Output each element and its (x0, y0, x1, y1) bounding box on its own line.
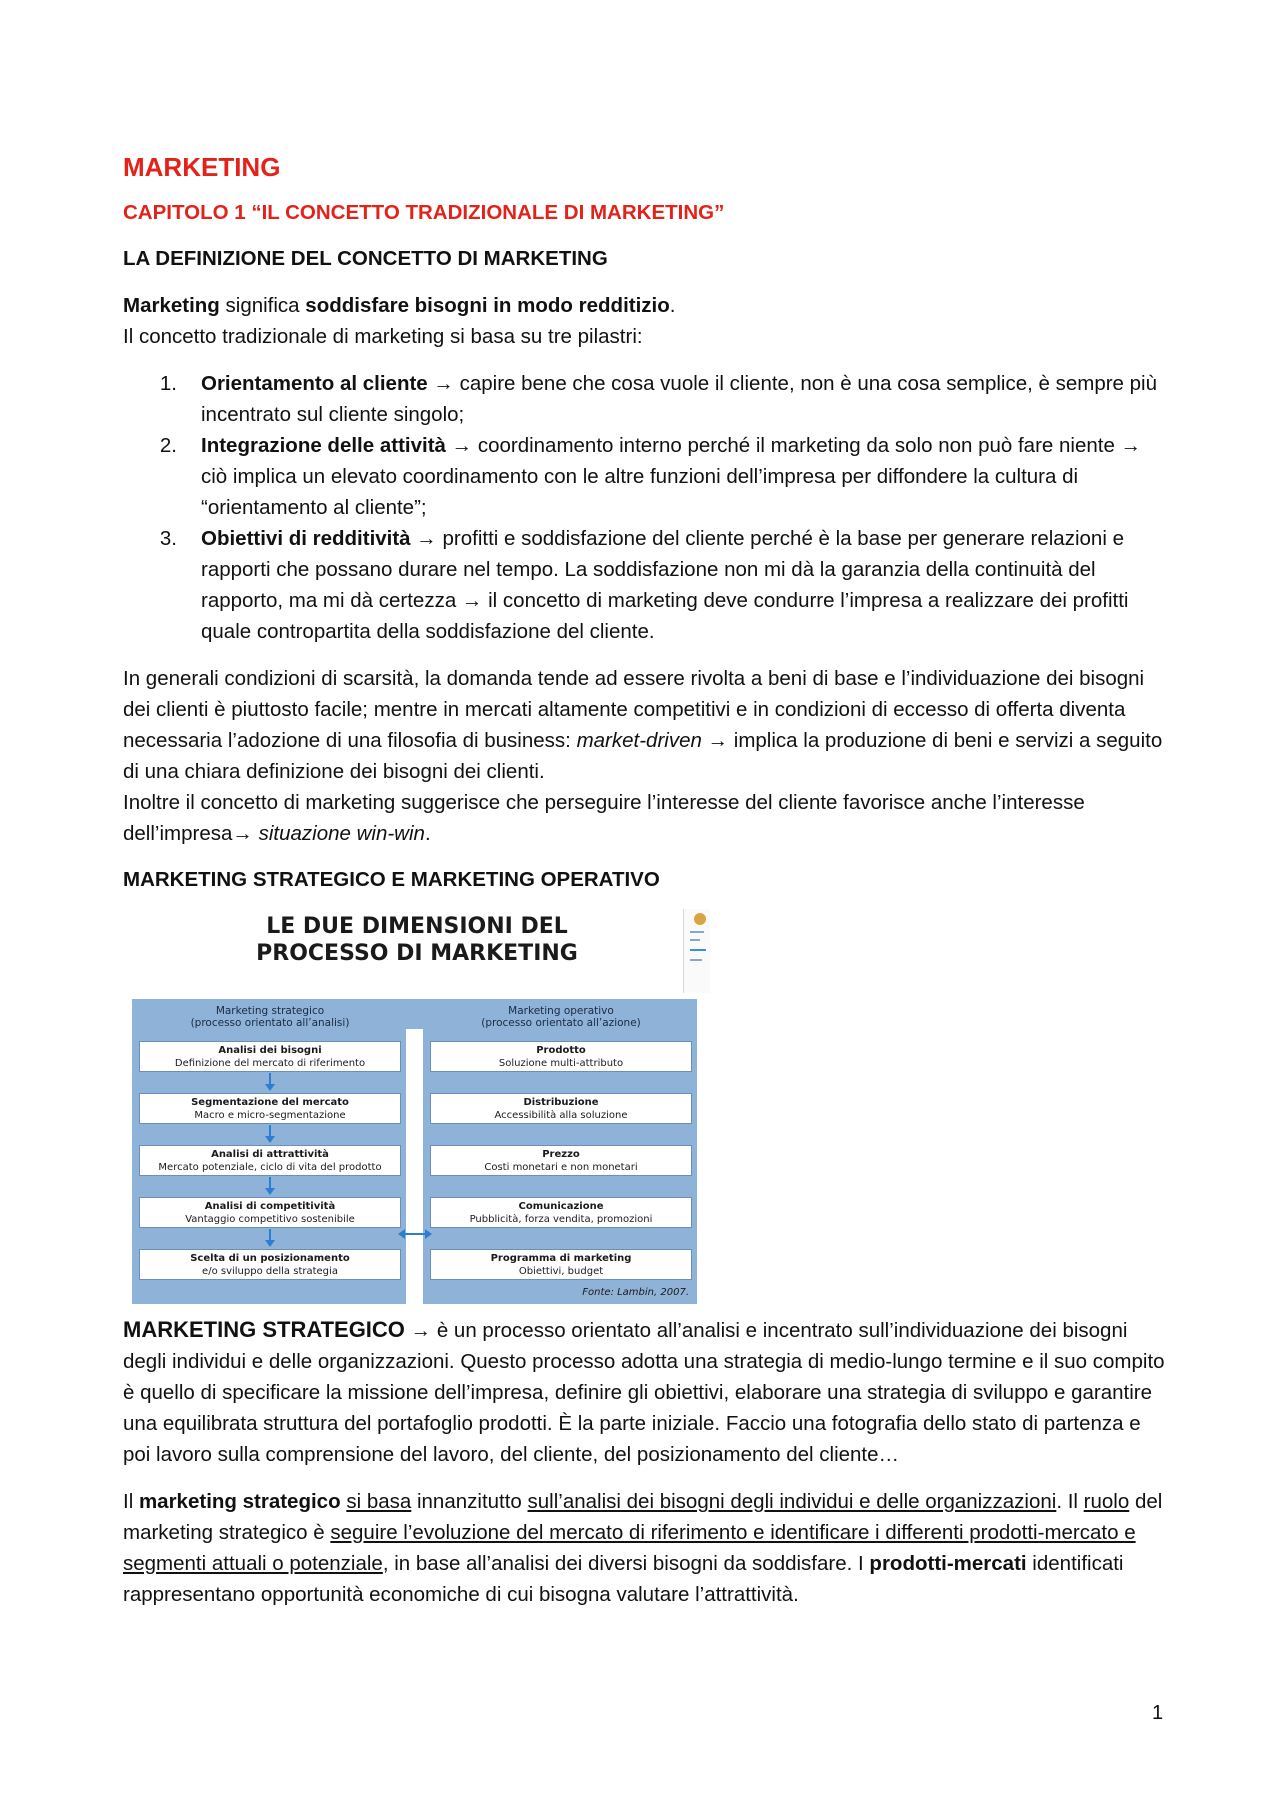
decorative-line (690, 959, 702, 961)
para-text: implica la produzione di beni e servizi a seguito di una chiara definizione dei bisogni dei clienti. (123, 729, 1163, 783)
pillar-bold: Orientamento al cliente (201, 372, 428, 395)
paragraph-market-driven (123, 663, 1168, 849)
arrow-icon: → (232, 822, 253, 845)
figure-title (132, 909, 702, 999)
logo-icon (694, 913, 706, 925)
process-box (430, 1041, 692, 1072)
box-title: Segmentazione del mercato (191, 1097, 349, 1108)
pillar-bold: Integrazione delle attività (201, 434, 446, 457)
column-header (139, 1005, 401, 1041)
process-box (430, 1249, 692, 1280)
page-number: 1 (1152, 1702, 1164, 1724)
list-item (123, 523, 1168, 647)
down-arrow-icon (139, 1228, 401, 1249)
para-text: , in base all’analisi dei diversi bisogni da soddisfare. I (382, 1552, 870, 1575)
book-cover-thumbnail (683, 909, 710, 993)
para-italic: market-driven (576, 729, 702, 752)
list-number: 2. (159, 434, 177, 457)
box-subtitle: Accessibilità alla soluzione (494, 1110, 628, 1121)
paragraph-strategic-role (123, 1486, 1168, 1610)
figure-source: Fonte: Lambin, 2007. (582, 1287, 689, 1298)
document-title: MARKETING (123, 152, 281, 182)
para-text: . Il (1056, 1490, 1084, 1513)
box-subtitle: Mercato potenziale, ciclo di vita del prodotto (158, 1162, 382, 1173)
pillar-text: il concetto di marketing deve condurre l’impresa a realizzare dei profitti quale contropartita della soddisfazione del cliente. (201, 589, 1129, 643)
down-arrow-icon (139, 1124, 401, 1145)
list-number: 3. (159, 527, 177, 550)
arrow-icon: → (410, 1319, 432, 1342)
process-box (139, 1197, 401, 1228)
box-title: Programma di marketing (490, 1253, 632, 1264)
box-title: Comunicazione (518, 1201, 604, 1212)
box-title: Prodotto (536, 1045, 586, 1056)
para-text: . (424, 822, 431, 845)
decorative-line (690, 931, 704, 933)
intro-text-1: significa (219, 294, 306, 317)
operative-column (430, 1005, 692, 1280)
paragraph-strategic-marketing (123, 1314, 1168, 1470)
para-text: Il (123, 1490, 139, 1513)
para-text: del marketing strategico è (123, 1490, 1163, 1544)
intro-bold-marketing: Marketing (123, 294, 220, 317)
intro-bold-definition: soddisfare bisogni in modo redditizio (305, 294, 670, 317)
para-italic: situazione win-win (258, 822, 425, 845)
box-title: Analisi di attrattività (211, 1149, 329, 1160)
list-text (201, 523, 1168, 647)
box-subtitle: Vantaggio competitivo sostenibile (185, 1214, 355, 1225)
figure-title-line: PROCESSO DI MARKETING (256, 941, 578, 966)
para-underline: si basa (346, 1490, 412, 1513)
list-item (123, 368, 1168, 430)
column-header-title: Marketing operativo (508, 1005, 614, 1017)
box-subtitle: Pubblicità, forza vendita, promozioni (469, 1214, 653, 1225)
box-subtitle: e/o sviluppo della strategia (202, 1266, 338, 1277)
decorative-line (690, 949, 706, 951)
box-title: Analisi di competitività (204, 1201, 336, 1212)
arrow-icon: → (433, 372, 454, 395)
down-arrow-icon (139, 1176, 401, 1197)
arrow-icon: → (1120, 434, 1142, 457)
para-underline: ruolo (1083, 1490, 1130, 1513)
pillar-bold: Obiettivi di redditività (201, 527, 411, 550)
para-underline: seguire l’evoluzione del mercato di riferimento e identificare i differenti prodotti-mercato e segmenti attuali o potenziale (123, 1521, 1136, 1575)
strategic-column (139, 1005, 401, 1280)
para-text: Inoltre il concetto di marketing suggerisce che perseguire l’interesse del cliente favorisce anche l’interesse dell’impresa (123, 791, 1085, 845)
list-text (201, 368, 1168, 430)
para-bold: marketing strategico (138, 1490, 341, 1513)
para-bold: MARKETING STRATEGICO (123, 1317, 405, 1342)
down-arrow-icon (139, 1072, 401, 1093)
para-text: innanzitutto (411, 1490, 528, 1513)
pillar-text: capire bene che cosa vuole il cliente, non è una cosa semplice, è sempre più incentrato sul cliente singolo; (201, 372, 1158, 426)
box-title: Prezzo (542, 1149, 580, 1160)
section-title-definition: LA DEFINIZIONE DEL CONCETTO DI MARKETING (123, 247, 608, 270)
list-text (201, 430, 1168, 523)
box-subtitle: Costi monetari e non monetari (484, 1162, 638, 1173)
decorative-line (690, 939, 700, 941)
column-header-subtitle: (processo orientato all’azione) (481, 1017, 641, 1029)
process-box (430, 1145, 692, 1176)
figure-title-line: LE DUE DIMENSIONI DEL (266, 914, 568, 939)
process-box (139, 1249, 401, 1280)
box-title: Scelta di un posizionamento (190, 1253, 350, 1264)
intro-line-2: Il concetto tradizionale di marketing si basa su tre pilastri: (123, 325, 643, 348)
section-title-strategic-operative: MARKETING STRATEGICO E MARKETING OPERATIVO (123, 868, 660, 891)
arrow-icon: → (451, 434, 473, 457)
chapter-title: CAPITOLO 1 “IL CONCETTO TRADIZIONALE DI MARKETING” (123, 201, 725, 224)
figure-divider (406, 1029, 423, 1304)
list-item (123, 430, 1168, 523)
process-box (430, 1197, 692, 1228)
pillar-text: coordinamento interno perché il marketing da solo non può fare niente (472, 434, 1121, 457)
intro-paragraph (123, 290, 1168, 352)
box-title: Analisi dei bisogni (218, 1045, 322, 1056)
process-box (139, 1145, 401, 1176)
process-box (139, 1041, 401, 1072)
para-underline: sull’analisi dei bisogni degli individui e delle organizzazioni (527, 1490, 1057, 1513)
box-subtitle: Obiettivi, budget (518, 1266, 604, 1277)
double-arrow-icon (400, 1233, 430, 1235)
box-subtitle: Macro e micro-segmentazione (194, 1110, 346, 1121)
arrow-icon: → (416, 527, 437, 550)
intro-text-2: . (669, 294, 676, 317)
para-bold: prodotti-mercati (869, 1552, 1027, 1575)
pillar-text: ciò implica un elevato coordinamento con le altre funzioni dell’impresa per diffondere la cultura di “orientamento al cliente”; (201, 465, 1079, 519)
process-box (430, 1093, 692, 1124)
box-subtitle: Definizione del mercato di riferimento (174, 1058, 366, 1069)
arrow-icon: → (461, 589, 483, 612)
pillar-text: profitti e soddisfazione del cliente perché è la base per generare relazioni e rapporti che possano durare nel tempo. La soddisfazione non mi dà la garanzia della continuità del rapporto, ma mi dà certezza (201, 527, 1124, 612)
list-number: 1. (159, 372, 177, 395)
box-title: Distribuzione (523, 1097, 599, 1108)
pillars-list (123, 368, 1168, 647)
column-header-title: Marketing strategico (215, 1005, 325, 1017)
marketing-process-figure (132, 909, 702, 1304)
column-header-subtitle: (processo orientato all’analisi) (190, 1017, 350, 1029)
box-subtitle: Soluzione multi-attributo (498, 1058, 624, 1069)
para-text: è un processo orientato all’analisi e incentrato sull’individuazione dei bisogni degli individui e delle organizzazioni. Questo processo adotta una strategia di medio-lungo termine e il suo compito è quello di specificare la missione dell’impresa, definire gli obiettivi, elaborare una strategia di sviluppo e garantire una equilibrata struttura del portafoglio prodotti. È la parte iniziale. Faccio una fotografia dello stato di partenza e poi lavoro sulla comprensione del lavoro, del cliente, del posizionamento del cliente… (123, 1319, 1165, 1466)
arrow-icon: → (707, 729, 729, 752)
column-header (430, 1005, 692, 1041)
para-text: identificati rappresentano opportunità economiche di cui bisogna valutare l’attrattività. (123, 1552, 1124, 1606)
para-text: In generali condizioni di scarsità, la domanda tende ad essere rivolta a beni di base e l’individuazione dei bisogni dei clienti è piuttosto facile; mentre in mercati altamente competitivi e in condizioni di eccesso di offerta diventa necessaria l’adozione di una filosofia di business: (123, 667, 1145, 752)
process-box (139, 1093, 401, 1124)
figure-board (132, 999, 697, 1304)
document-page (123, 150, 1168, 1610)
